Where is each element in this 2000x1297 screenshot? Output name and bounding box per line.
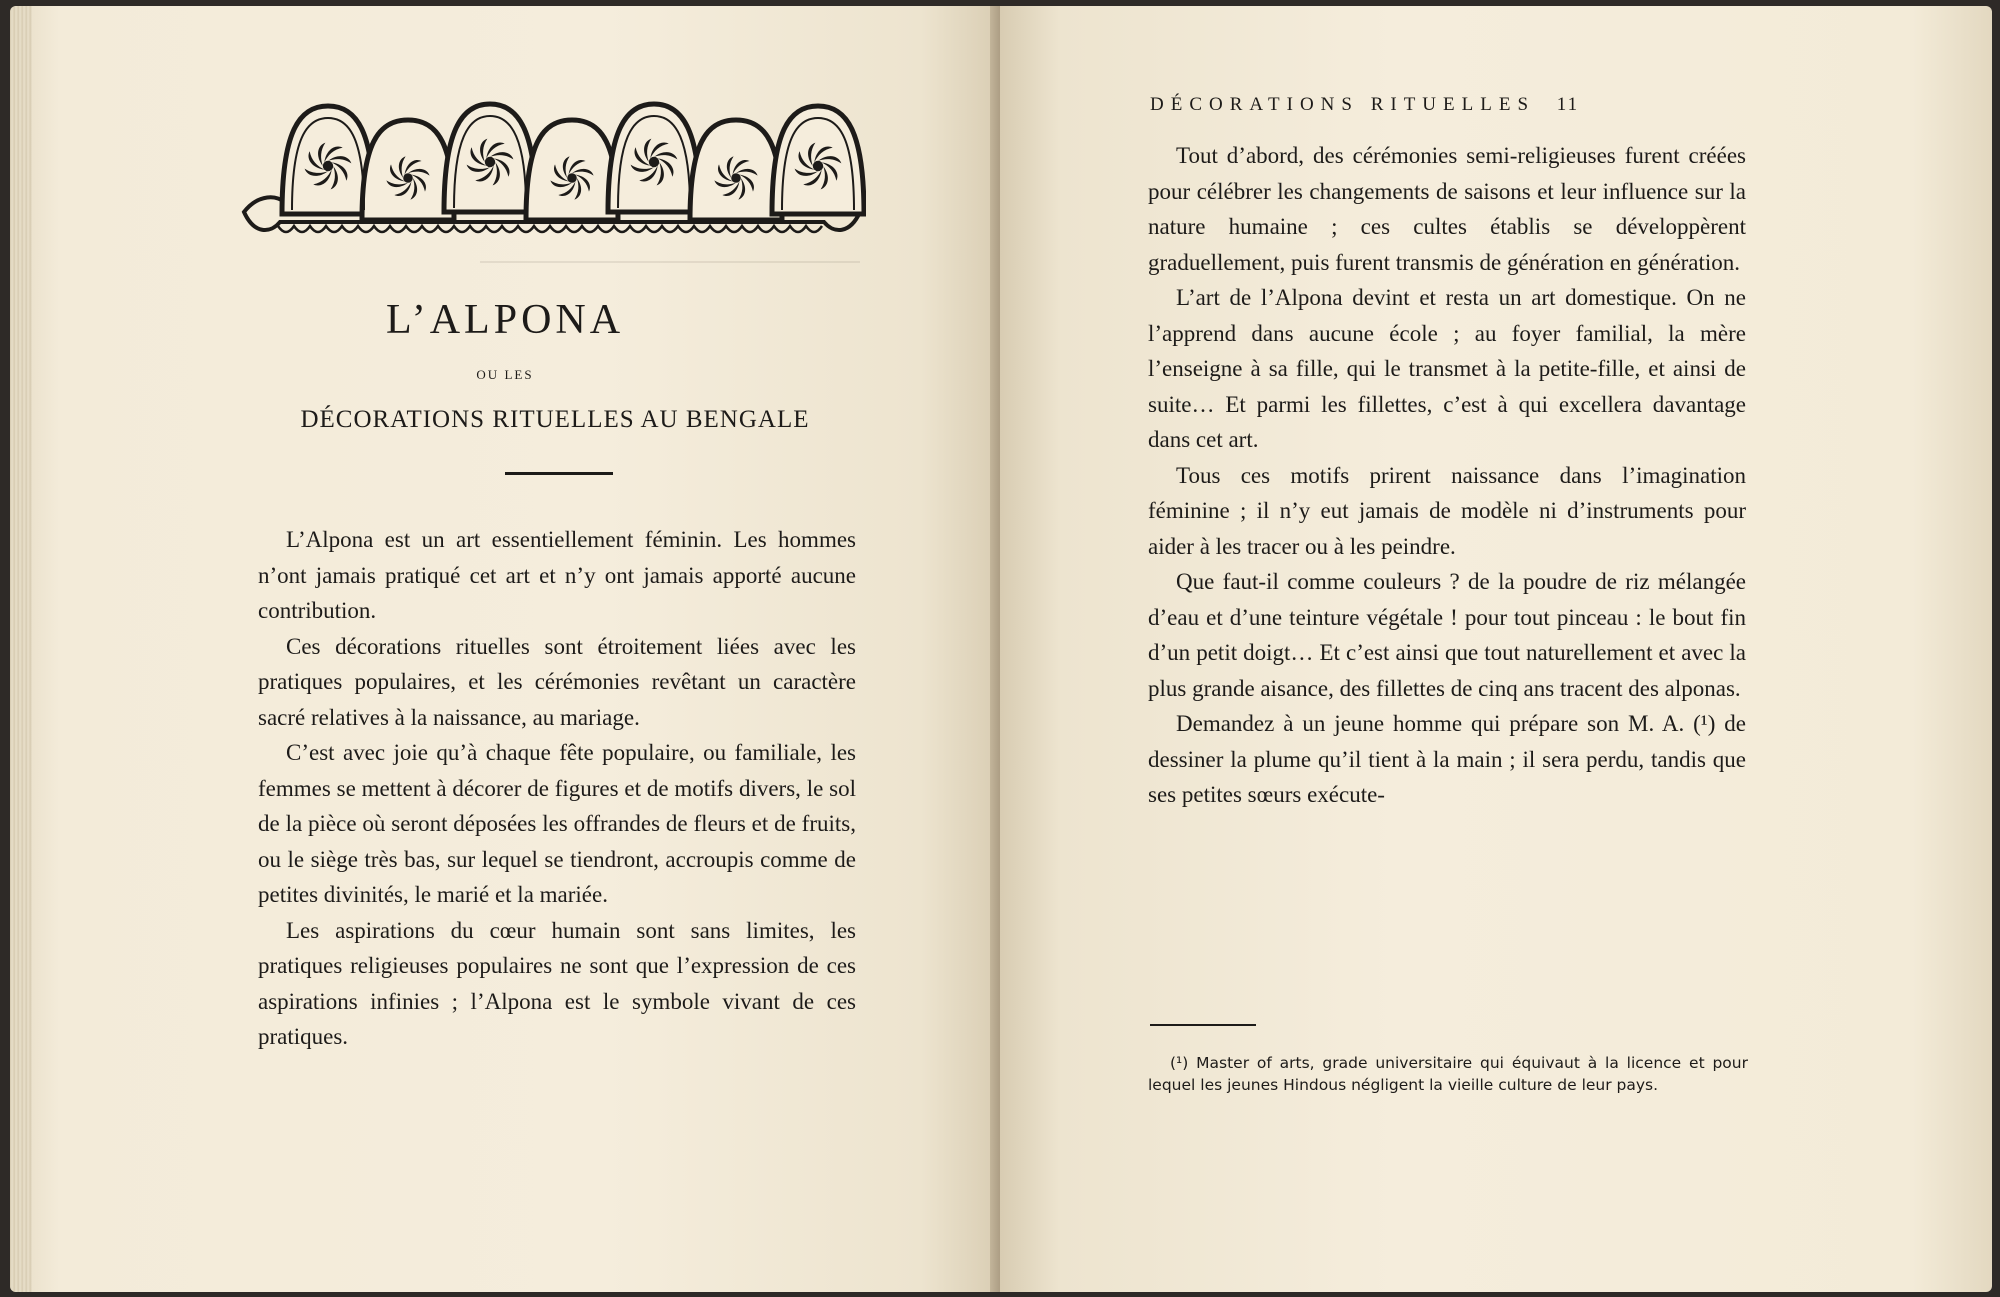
- paragraph: L’Alpona est un art essentiellement féminin. Les hommes n’ont jamais pratiqué cet art et n’y ont jamais apporté aucune contribution.: [258, 527, 856, 623]
- title-rule: [505, 472, 613, 475]
- paragraph: Tout d’abord, des cérémonies semi-religieuses furent créées pour célébrer les changements de saisons et leur influence sur la nature humaine ; ces cultes établis se développèrent graduellement, puis furent transmis de génération en génération.: [1148, 143, 1746, 275]
- footnote-rule: [1150, 1024, 1256, 1026]
- running-head: [1150, 94, 1745, 116]
- chapter-connector: OU LES: [476, 367, 534, 382]
- chapter-subtitle: DÉCORATIONS RITUELLES AU BENGALE: [300, 406, 810, 433]
- paragraph: L’art de l’Alpona devint et resta un art domestique. On ne l’apprend dans aucune école ; au foyer familial, la mère l’enseigne à sa fille, qui le transmet à la petite-fille, et ainsi de suite… Et parmi les fillettes, c’est à qui excellera davantage dans cet art.: [1148, 285, 1746, 452]
- page-number: 11: [1556, 94, 1580, 115]
- running-head-title: DÉCORATIONS RITUELLES: [1150, 94, 1536, 115]
- footnote: [1148, 1052, 1748, 1096]
- paragraph: Demandez à un jeune homme qui prépare son M. A. (¹) de dessiner la plume qu’il tient à la main ; il sera perdu, tandis que ses petites sœurs exécute-: [1148, 711, 1746, 807]
- paragraph: Tous ces motifs prirent naissance dans l’imagination féminine ; il n’y eut jamais de modèle ni d’instruments pour aider à les tracer ou à les peindre.: [1148, 462, 1746, 559]
- left-page-body: [258, 522, 856, 1055]
- page-edges: [10, 6, 32, 1292]
- footnote-text: (¹) Master of arts, grade universitaire qui équivaut à la licence et pour lequel les jeunes Hindous négligent la vieille culture de leur pays.: [1148, 1054, 1748, 1094]
- paragraph: Ces décorations rituelles sont étroitement liées avec les pratiques populaires, et les cérémonies revêtant un caractère sacré relatives à la naissance, au mariage.: [258, 633, 856, 730]
- chapter-title: L’ALPONA: [385, 297, 625, 343]
- right-page-body: [1148, 138, 1746, 813]
- show-through-text: [480, 261, 860, 277]
- paragraph: Les aspirations du cœur humain sont sans limites, les pratiques religieuses populaires ne sont que l’expression de ces aspirations infinies ; l’Alpona est le symbole vivant de ces pratiques.: [258, 917, 856, 1049]
- paragraph: Que faut-il comme couleurs ? de la poudre de riz mélangée d’eau et d’une teinture végétale ! pour tout pinceau : le bout fin d’un petit doigt… Et c’est ainsi que tout naturellement et avec la plus grande aisance, des fillettes de cinq ans tracent des alponas.: [1148, 569, 1746, 701]
- alpona-swirl-border-icon: [238, 94, 866, 244]
- paragraph: C’est avec joie qu’à chaque fête populaire, ou familiale, les femmes se mettent à décorer de figures et de motifs divers, le sol de la pièce où seront déposées les offrandes de fleurs et de fruits, ou le siège très bas, sur lequel se tiendront, accroupis comme de petites divinités, le marié et la mariée.: [258, 740, 856, 907]
